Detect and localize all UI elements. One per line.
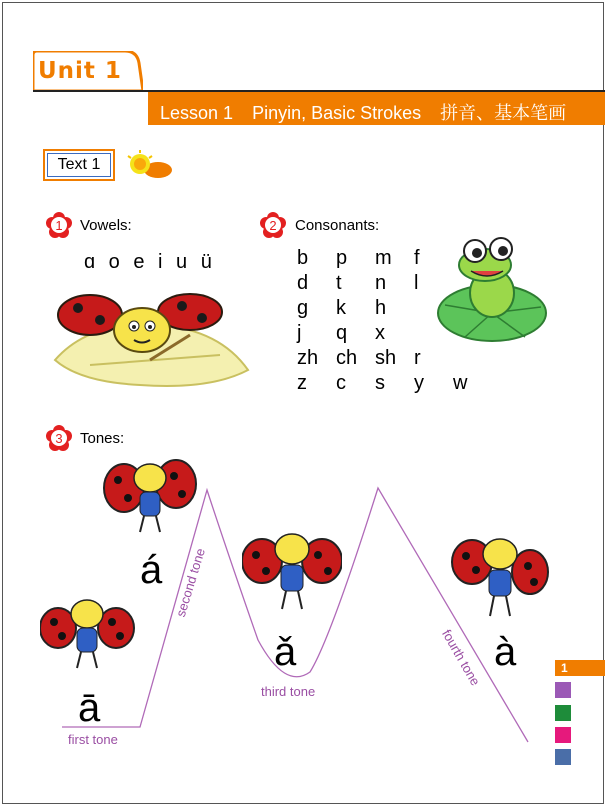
consonant: m xyxy=(375,247,392,269)
consonant: q xyxy=(336,322,348,344)
consonant: sh xyxy=(375,347,397,369)
consonant: j xyxy=(297,322,302,344)
consonant: ch xyxy=(336,347,358,369)
fourth-tone-mark: à xyxy=(494,630,517,674)
consonants-number: 2 xyxy=(269,218,277,233)
color-square-purple xyxy=(555,682,571,698)
consonant: l xyxy=(414,272,419,294)
second-tone-label: second tone xyxy=(172,546,208,619)
vowels-letters: ɑ o e i u ü xyxy=(84,251,215,273)
ladybug-illustration xyxy=(450,528,550,623)
consonant: x xyxy=(375,322,385,344)
lesson-title: Pinyin, Basic Strokes xyxy=(252,103,422,123)
tones-label: Tones: xyxy=(80,430,125,447)
third-tone-label: third tone xyxy=(261,684,316,699)
consonant: p xyxy=(336,247,348,269)
ladybug-illustration xyxy=(102,448,197,538)
unit-title: Unit 1 xyxy=(38,58,122,84)
consonant: y xyxy=(414,372,424,394)
lesson-number: Lesson 1 xyxy=(160,103,234,123)
consonant: k xyxy=(336,297,346,319)
consonant: b xyxy=(297,247,309,269)
color-square-green xyxy=(555,705,571,721)
vowels-number: 1 xyxy=(55,218,63,233)
consonants-label: Consonants: xyxy=(295,217,380,234)
consonant: f xyxy=(414,247,420,269)
consonant: n xyxy=(375,272,387,294)
consonant: r xyxy=(414,347,421,369)
color-square-blue xyxy=(555,749,571,765)
tones-number: 3 xyxy=(55,431,63,446)
consonant: g xyxy=(297,297,309,319)
consonant: c xyxy=(336,372,346,394)
third-tone-mark: ǎ xyxy=(274,630,297,674)
lesson-title-cn: 拼音、基本笔画 xyxy=(440,103,567,123)
page-number-tab: 1 xyxy=(555,660,605,676)
consonant: t xyxy=(336,272,342,294)
consonant: w xyxy=(453,372,468,394)
consonant: z xyxy=(297,372,307,394)
ladybug-illustration xyxy=(242,525,342,615)
consonant: zh xyxy=(297,347,319,369)
first-tone-mark: ā xyxy=(78,686,101,730)
consonant: s xyxy=(375,372,385,394)
text-badge-label: Text 1 xyxy=(47,153,111,177)
second-tone-mark: á xyxy=(140,548,163,592)
fourth-tone-label: fourth tone xyxy=(439,626,484,689)
first-tone-label: first tone xyxy=(68,732,118,747)
vowels-label: Vowels: xyxy=(80,217,132,234)
ladybug-illustration xyxy=(40,590,135,675)
color-square-pink xyxy=(555,727,571,743)
consonant: d xyxy=(297,272,309,294)
consonant: h xyxy=(375,297,387,319)
